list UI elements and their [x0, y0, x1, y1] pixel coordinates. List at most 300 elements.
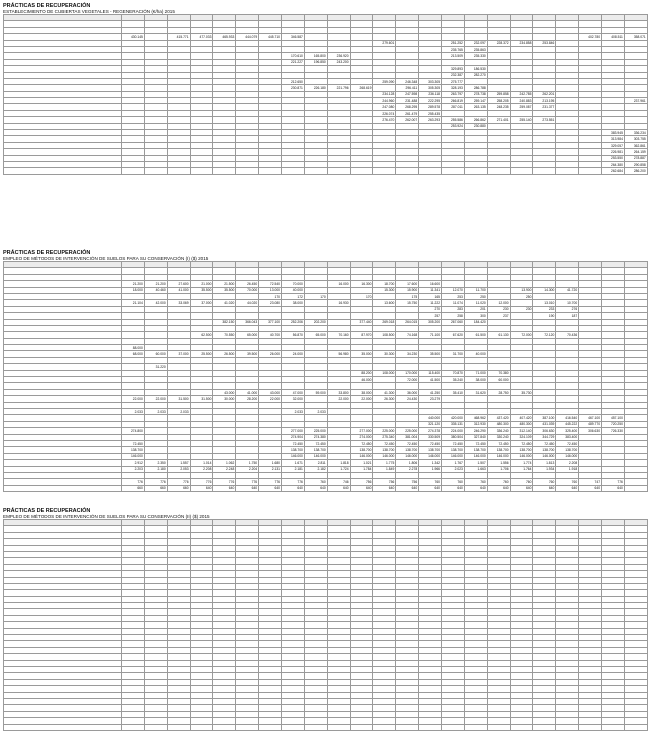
table-cell: 289.578: [419, 104, 442, 110]
table-cell: 146.000: [419, 453, 442, 459]
table-cell: 640: [510, 485, 533, 491]
table-cell: 321.120: [419, 421, 442, 427]
table-cell: 30.000: [213, 396, 236, 402]
table-cell: 22.000: [122, 396, 145, 402]
table-cell: 776: [236, 479, 259, 485]
table-cell: 760: [533, 479, 556, 485]
table-cell: [579, 168, 602, 174]
table-cell: 1.813: [533, 460, 556, 466]
table-cell: 640: [213, 485, 236, 491]
table-cell: 237: [487, 313, 510, 319]
table-cell: 56.980: [327, 351, 350, 357]
table-cell: 274.000: [350, 434, 373, 440]
table-cell: 377.440: [350, 319, 373, 325]
table-cell: 26.000: [259, 351, 282, 357]
table-cell: [236, 724, 259, 730]
table-cell: 72.450: [373, 440, 396, 446]
table-cell: 72.450: [122, 440, 145, 446]
table-cell: 138.700: [442, 447, 465, 453]
table-cell: 383.945: [602, 130, 625, 136]
table-cell: 72.450: [533, 440, 556, 446]
table-cell: [419, 724, 442, 730]
table-cell: 232.387: [442, 72, 465, 78]
table-cell: 72.120: [533, 332, 556, 338]
table-cell: 42.000: [144, 300, 167, 306]
table-cell: 170: [259, 293, 282, 299]
table-cell: 408.511: [602, 34, 625, 40]
table-cell: 1.784: [350, 466, 373, 472]
table-cell: 776: [259, 479, 282, 485]
table-cell: 640: [396, 485, 419, 491]
table-cell: 2.053: [167, 466, 190, 472]
table-cell: 30.300: [373, 351, 396, 357]
table-cell: 746: [327, 479, 350, 485]
table-cell: 248.235: [487, 104, 510, 110]
table-cell: 1.663: [464, 466, 487, 472]
table-cell: 31.620: [464, 389, 487, 395]
table-cell: 329.893: [442, 66, 465, 72]
table-cell: 2.181: [282, 466, 305, 472]
table-cell: [282, 168, 305, 174]
table-cell: 264.159: [624, 149, 647, 155]
table-cell: 445.222: [556, 421, 579, 427]
table-cell: [304, 724, 327, 730]
table-cell: 346.587: [282, 34, 305, 40]
table-cell: 282.270: [464, 72, 487, 78]
table-cell: 72.000: [396, 377, 419, 383]
table-cell: [304, 168, 327, 174]
table-cell: 13.600: [373, 300, 396, 306]
table-cell: 328.193: [442, 85, 465, 91]
table-cell: 22.000: [350, 396, 373, 402]
table-cell: 1.774: [510, 460, 533, 466]
table-cell: 253.550: [602, 155, 625, 161]
table-cell: 640: [533, 485, 556, 491]
table-cell: 268.295: [396, 104, 419, 110]
table-cell: 230.880: [464, 123, 487, 129]
table-cell: 776: [602, 479, 625, 485]
table-cell: 15.750: [396, 300, 419, 306]
table-cell: 11.020: [464, 300, 487, 306]
table-3: [3, 519, 648, 731]
table-cell: [464, 168, 487, 174]
table-cell: 420.000: [442, 415, 465, 421]
table-cell: 47.000: [282, 389, 305, 395]
table-cell: 138.700: [533, 447, 556, 453]
table-cell: 2.131: [259, 466, 282, 472]
table-cell: 1.014: [190, 460, 213, 466]
table-cell: 62.500: [190, 332, 213, 338]
table-cell: 187: [556, 313, 579, 319]
table-cell: 71.100: [419, 332, 442, 338]
table-cell: 247.080: [373, 104, 396, 110]
table-cell: [327, 724, 350, 730]
table-cell: 480.300: [510, 421, 533, 427]
table-cell: 31.500: [190, 396, 213, 402]
table-cell: 61.130: [487, 332, 510, 338]
table-cell: [213, 168, 236, 174]
table-cell: 760: [304, 479, 327, 485]
table-cell: 190: [533, 313, 556, 319]
section-1-title: PRÁCTICAS DE RECUPERACIÓN: [3, 3, 91, 9]
table-cell: 290.858: [624, 161, 647, 167]
table-cell: 23.080: [259, 300, 282, 306]
table-cell: 231.377: [533, 104, 556, 110]
table-cell: 32.000: [282, 396, 305, 402]
table-cell: 21.200: [144, 281, 167, 287]
table-cell: 41.020: [213, 300, 236, 306]
table-cell: 261.479: [396, 110, 419, 116]
table-cell: 2.033: [282, 408, 305, 414]
table-cell: 2.350: [144, 460, 167, 466]
table-cell: 138.700: [304, 447, 327, 453]
table-cell: 240.883: [510, 98, 533, 104]
table-cell: 65.000: [304, 332, 327, 338]
table-cell: [282, 724, 305, 730]
table-cell: 382.150: [213, 319, 236, 325]
table-cell: [510, 724, 533, 730]
table-cell: 16.600: [419, 281, 442, 287]
table-cell: 235.863: [464, 46, 487, 52]
table-cell: 11.700: [464, 287, 487, 293]
table-cell: 640: [236, 485, 259, 491]
table-cell: 258: [442, 313, 465, 319]
table-cell: 235.765: [442, 46, 465, 52]
table-cell: 225.000: [373, 428, 396, 434]
table-cell: 138.700: [350, 447, 373, 453]
table-cell: 259.858: [487, 91, 510, 97]
table-cell: 41.250: [419, 389, 442, 395]
table-cell: 72.450: [510, 440, 533, 446]
table-cell: 402.780: [579, 34, 602, 40]
table-cell: [624, 724, 647, 730]
table-cell: 72.450: [464, 440, 487, 446]
table-cell: [350, 724, 373, 730]
table-cell: 336.234: [624, 130, 647, 136]
table-cell: 35.000: [350, 351, 373, 357]
table-cell: 640: [350, 485, 373, 491]
table-cell: 437.420: [487, 415, 510, 421]
table-cell: 278.887: [624, 155, 647, 161]
table-cell: [396, 168, 419, 174]
table-cell: 10.700: [556, 300, 579, 306]
table-cell: 2.033: [144, 408, 167, 414]
table-cell: 253.924: [442, 123, 465, 129]
table-cell: 430.145: [122, 34, 145, 40]
table-cell: [122, 168, 145, 174]
table-cell: 258.205: [487, 98, 510, 104]
table-cell: 377.100: [259, 319, 282, 325]
table-cell: 72.450: [442, 440, 465, 446]
table-cell: 2.208: [190, 466, 213, 472]
table-cell: 640: [442, 485, 465, 491]
table-cell: 60.000: [487, 377, 510, 383]
table-cell: 286.200: [624, 168, 647, 174]
table-cell: 186.530: [464, 66, 487, 72]
table-cell: 165.800: [304, 53, 327, 59]
table-cell: [373, 724, 396, 730]
table-cell: 88.000: [122, 345, 145, 351]
table-cell: [533, 724, 556, 730]
table-cell: 146.000: [533, 453, 556, 459]
table-cell: 222.295: [419, 98, 442, 104]
table-cell: 278.738: [464, 91, 487, 97]
table-cell: 22.000: [144, 396, 167, 402]
table-cell: 640: [487, 485, 510, 491]
table-cell: 431.039: [533, 421, 556, 427]
table-cell: 263.135: [464, 104, 487, 110]
table-cell: 1.806: [396, 460, 419, 466]
table-cell: 26.300: [373, 396, 396, 402]
table-cell: 640: [282, 485, 305, 491]
table-cell: 253.846: [533, 40, 556, 46]
table-cell: 1.671: [282, 460, 305, 466]
table-cell: 444.079: [236, 34, 259, 40]
table-cell: 660: [144, 485, 167, 491]
table-cell: 2.278: [396, 466, 419, 472]
table-cell: [190, 168, 213, 174]
section-2: [3, 250, 647, 492]
table-cell: 38.000: [350, 389, 373, 395]
table-cell: 275.340: [373, 434, 396, 440]
table-cell: 108.500: [373, 332, 396, 338]
table-cell: 336.240: [487, 428, 510, 434]
table-cell: 306.630: [579, 428, 602, 434]
table-cell: 253: [442, 293, 465, 299]
table-cell: 108.000: [373, 370, 396, 376]
table-cell: 138.700: [282, 447, 305, 453]
table-cell: 225.000: [396, 428, 419, 434]
table-cell: 33.069: [167, 300, 190, 306]
table-cell: 13.000: [259, 287, 282, 293]
table-cell: 640: [327, 485, 350, 491]
table-cell: 760: [510, 479, 533, 485]
table-cell: [122, 724, 145, 730]
table-cell: 1.556: [487, 460, 510, 466]
table-cell: [464, 724, 487, 730]
table-cell: 640: [602, 485, 625, 491]
table-cell: 274.904: [282, 434, 305, 440]
section-1: [3, 3, 647, 175]
table-cell: [556, 168, 579, 174]
table-cell: 383.400: [556, 434, 579, 440]
table-cell: 11.341: [419, 287, 442, 293]
table-cell: 226.981: [602, 149, 625, 155]
table-cell: 1.750: [236, 460, 259, 466]
table-cell: 35.730: [510, 389, 533, 395]
table-cell: 268.619: [350, 85, 373, 91]
table-cell: 1.918: [556, 466, 579, 472]
table-cell: 720.250: [602, 421, 625, 427]
table-cell: 270: [419, 306, 442, 312]
row-label: [4, 485, 122, 491]
table-cell: 25.500: [190, 351, 213, 357]
table-cell: 27.600: [167, 281, 190, 287]
table-cell: 2.033: [167, 408, 190, 414]
table-cell: 18.000: [122, 287, 145, 293]
table-cell: 59.000: [304, 389, 327, 395]
table-cell: 28.750: [487, 389, 510, 395]
table-cell: 115.400: [419, 370, 442, 376]
table-cell: 276: [556, 306, 579, 312]
table-cell: 335.131: [442, 421, 465, 427]
table-cell: 35.500: [419, 351, 442, 357]
table-cell: 640: [419, 485, 442, 491]
table-cell: 1.062: [213, 460, 236, 466]
table-cell: 41.720: [556, 287, 579, 293]
table-cell: 146.000: [442, 453, 465, 459]
table-cell: 776: [122, 479, 145, 485]
table-cell: 660: [167, 485, 190, 491]
table-cell: 41.300: [373, 389, 396, 395]
table-cell: 1.680: [259, 460, 282, 466]
table-cell: 640: [304, 485, 327, 491]
table-cell: [236, 168, 259, 174]
table-cell: 23.279: [419, 396, 442, 402]
table-cell: 35.500: [190, 287, 213, 293]
table-cell: 1.342: [419, 460, 442, 466]
table-cell: 266.819: [442, 98, 465, 104]
table-cell: 61.500: [464, 332, 487, 338]
table-cell: 269.018: [373, 319, 396, 325]
table-cell: 2.203: [122, 466, 145, 472]
table-cell: 250: [510, 293, 533, 299]
table-cell: 236.920: [327, 53, 350, 59]
table-cell: 226.074: [373, 110, 396, 116]
table-cell: 274.378: [419, 428, 442, 434]
table-cell: 2.033: [122, 408, 145, 414]
section-3-title: PRÁCTICAS DE RECUPERACIÓN: [3, 508, 91, 514]
table-cell: 146.000: [373, 453, 396, 459]
table-cell: 271.401: [487, 117, 510, 123]
table-cell: [556, 724, 579, 730]
table-cell: 70.000: [236, 287, 259, 293]
section-2-subtitle: EMPLEO DE MÉTODOS DE INTERVENCIÓN DE SUELOS PARA SU CONSERVACIÓN (I) ($) 2015: [3, 256, 209, 261]
table-cell: 277.000: [350, 428, 373, 434]
table-cell: 40.000: [464, 351, 487, 357]
table-cell: 21.000: [190, 281, 213, 287]
table-cell: 255.435: [419, 110, 442, 116]
table-cell: 16.930: [327, 300, 350, 306]
table-cell: 21.200: [122, 281, 145, 287]
table-cell: 35.410: [442, 389, 465, 395]
table-cell: 138.700: [464, 447, 487, 453]
table-cell: 1.021: [350, 460, 373, 466]
table-cell: 477.033: [190, 34, 213, 40]
table-cell: 2.204: [236, 466, 259, 472]
table-cell: 756: [396, 479, 419, 485]
table-cell: [487, 724, 510, 730]
table-cell: 275.777: [442, 78, 465, 84]
table-cell: 252.206: [282, 319, 305, 325]
table-cell: 416.540: [556, 415, 579, 421]
table-cell: 13.900: [510, 287, 533, 293]
table-cell: 11.074: [442, 300, 465, 306]
table-cell: [442, 724, 465, 730]
table-cell: 263.293: [419, 117, 442, 123]
table-cell: 13.010: [533, 300, 556, 306]
table-cell: 38.000: [282, 300, 305, 306]
table-cell: [533, 168, 556, 174]
table-cell: 407.420: [510, 415, 533, 421]
table-cell: 146.000: [396, 453, 419, 459]
table-cell: 305.305: [419, 85, 442, 91]
table-cell: [350, 168, 373, 174]
table-cell: 44.020: [236, 300, 259, 306]
table-cell: 776: [167, 479, 190, 485]
table-cell: 11.222: [419, 300, 442, 306]
table-cell: 255.140: [510, 117, 533, 123]
table-cell: 468.962: [464, 415, 487, 421]
table-cell: 1.724: [327, 466, 350, 472]
table-cell: 14.300: [533, 287, 556, 293]
table-cell: 279.601: [373, 40, 396, 46]
table-cell: 2.248: [213, 466, 236, 472]
table-cell: 72.450: [282, 440, 305, 446]
table-cell: 381.004: [396, 434, 419, 440]
table-cell: 35.500: [213, 287, 236, 293]
table-cell: 467.100: [579, 415, 602, 421]
table-cell: 184.420: [464, 319, 487, 325]
table-cell: 41.000: [236, 389, 259, 395]
table-cell: 1.934: [533, 466, 556, 472]
table-cell: 72.000: [510, 332, 533, 338]
table-cell: 224.000: [442, 428, 465, 434]
table-cell: 15.900: [396, 287, 419, 293]
table-cell: 43.000: [213, 389, 236, 395]
table-cell: [602, 724, 625, 730]
table-cell: 15.300: [373, 287, 396, 293]
table-cell: 283: [442, 306, 465, 312]
table-cell: [442, 168, 465, 174]
table-cell: 2.208: [556, 460, 579, 466]
table-cell: 262.007: [396, 117, 419, 123]
table-cell: 21.500: [213, 281, 236, 287]
table-cell: 303.755: [624, 136, 647, 142]
table-cell: 312.930: [464, 421, 487, 427]
table-cell: 247.598: [396, 91, 419, 97]
table-cell: 225.000: [304, 428, 327, 434]
table-cell: [327, 168, 350, 174]
table-cell: 262.684: [602, 168, 625, 174]
table-cell: 70.436: [556, 332, 579, 338]
table-cell: 660: [122, 485, 145, 491]
table-cell: 255.586: [442, 117, 465, 123]
table-cell: 221.227: [282, 59, 305, 65]
table-cell: [167, 724, 190, 730]
table-cell: 244.960: [373, 98, 396, 104]
table-cell: [259, 724, 282, 730]
table-cell: 65.000: [236, 332, 259, 338]
table-cell: 760: [487, 479, 510, 485]
table-cell: 286.788: [464, 85, 487, 91]
table-cell: 726.330: [602, 428, 625, 434]
table-cell: 230: [487, 306, 510, 312]
table-cell: 480.300: [487, 421, 510, 427]
table-cell: 325.400: [556, 428, 579, 434]
table-cell: 327.840: [464, 434, 487, 440]
table-cell: 230: [510, 306, 533, 312]
table-cell: 212.650: [282, 78, 305, 84]
table-cell: 12.070: [442, 287, 465, 293]
table-cell: 267.060: [442, 319, 465, 325]
table-cell: 312.140: [510, 428, 533, 434]
table-cell: 74.168: [396, 332, 419, 338]
table-cell: 33.800: [327, 389, 350, 395]
table-cell: 70.160: [327, 332, 350, 338]
table-cell: 228.372: [487, 40, 510, 46]
table-cell: 22.000: [327, 396, 350, 402]
